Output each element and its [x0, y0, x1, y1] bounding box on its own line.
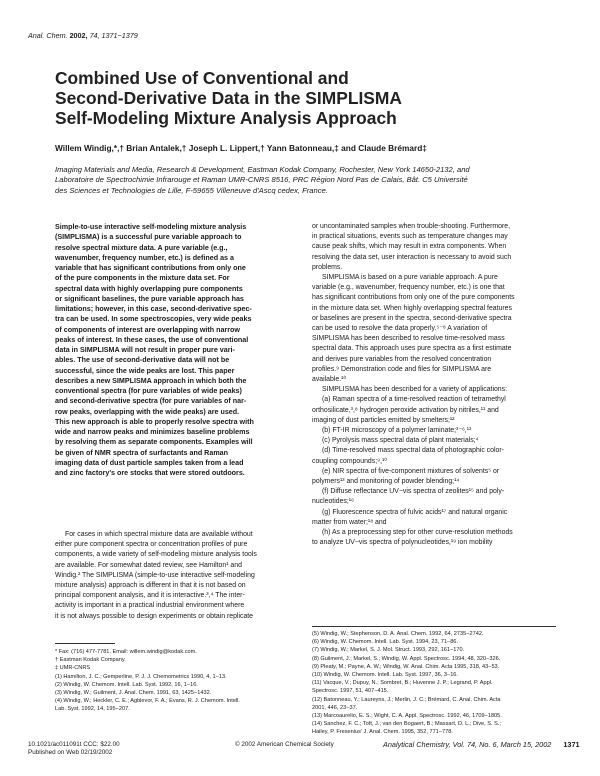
body-line: (f) Diffuse reflectance UV−vis spectra of zeolites¹⁵ and poly-	[322, 488, 505, 496]
abstract-line: tra can be used. In some spectroscopies, very wide peaks	[55, 315, 252, 324]
copyright: © 2002 American Chemical Society	[235, 741, 334, 748]
right-footnotes	[312, 630, 556, 737]
body-line: can be used to resolve the data properly.⁵⁻⁸ A variation of	[312, 325, 488, 333]
right-column-body	[312, 222, 556, 549]
footnote: (8) Guilment, J.; Markel, S.; Windig, W. Appl. Spectrosc. 1994, 48, 320−326.	[312, 655, 501, 662]
published-date: Published on Web 02/19/2002	[28, 749, 113, 757]
body-line: SIMPLISMA is based on a pure variable approach. A pure	[322, 274, 498, 282]
body-line: SIMPLISMA has been described to resolve time-resolved mass	[312, 335, 505, 343]
body-line: (c) Pyrolysis mass spectral data of plant materials;⁴	[322, 437, 479, 445]
body-line: Windig.² The SIMPLISMA (simple-to-use interactive self-modeling	[55, 571, 255, 579]
abstract-line: resolve spectral mixture data. A pure variable (e.g.,	[55, 243, 228, 252]
body-line: are available. For somewhat dated review, see Hamilton¹ and	[55, 561, 242, 569]
abstract-line: Simple-to-use interactive self-modeling mixture analysis	[55, 223, 247, 231]
affiliation-line: Laboratoire de Spectrochimie Infrarouge et Raman UMR-CNRS 8516, PRC Région Nord Pas de Calais, Bât. C5 Université	[55, 175, 468, 185]
journal-citation	[28, 31, 138, 40]
abstract-line: of the pure components in the mixture data set. For	[55, 274, 230, 283]
doi: 10.1021/ac011091t CCC: $22.00	[28, 741, 120, 748]
footnote: (2) Windig, W. Chemom. Intell. Lab. Syst. 1992, 16, 1−16.	[55, 681, 198, 688]
article-title	[55, 68, 535, 128]
abstract	[55, 222, 299, 478]
body-line: activity is important in a practical industrial environment where	[55, 602, 245, 610]
journal-issue: Analytical Chemistry, Vol. 74, No. 6, March 15, 2002	[383, 740, 552, 749]
body-line: spectral data. This approach uses pure spectra as a first estimate	[312, 345, 512, 353]
footnote: (11) Vacque, V.; Dupuy, N.; Sombret, B.; Huvenne J. P.; Legrand, P. Appl.	[312, 680, 493, 687]
body-line: imaging of dust particles emitted by smelters;¹²	[312, 416, 455, 424]
body-line: components, a wide variety of self-modeling mixture analysis tools	[55, 551, 257, 559]
body-line: mixture analysis) approach is different in that it is not based on	[55, 582, 246, 590]
title-line: Combined Use of Conventional and	[55, 68, 349, 88]
body-line: problems.	[312, 263, 343, 271]
page-number: 1371	[563, 740, 580, 749]
abstract-line: limitations; however, in this case, second-derivative spec-	[55, 305, 252, 313]
affiliations	[55, 165, 555, 196]
body-line: (b) FT-IR microscopy of a polymer laminate;³⁻⁶,¹³	[322, 427, 472, 435]
footnote: Hailey, P. Fresenius' J. Anal. Chem. 1995, 352, 771−778.	[312, 729, 453, 736]
author-list: Willem Windig,*,† Brian Antalek,† Joseph L. Lippert,† Yann Batonneau,‡ and Claude Brémard‡	[55, 143, 427, 153]
footnote: (12) Batonneau, Y.; Laureyns, J.; Merlin, J. C.; Brémard, C. Anal. Chim. Acta	[312, 696, 501, 703]
footnote: (9) Pleaty, M.; Payne, A. W.; Windig, W. Anal. Chim. Acta 1995, 318, 43−53.	[312, 663, 500, 670]
footnote: (6) Windig, W. Chemom. Intell. Lab. Syst. 1994, 23, 71−86.	[312, 639, 458, 646]
abstract-line: imaging data of dust particle samples taken from a lead	[55, 458, 244, 467]
body-line: profiles.⁹ Demonstration code and files for SIMPLISMA are	[312, 365, 492, 373]
footnote-rule	[55, 643, 115, 644]
title-line: Second-Derivative Data in the SIMPLISMA	[55, 88, 402, 108]
abstract-line: or significant baselines, the pure variable approach has	[55, 294, 244, 303]
journal-volume-pages: 74, 1371−1379	[89, 31, 138, 40]
footer-right	[383, 740, 580, 749]
abstract-line: and second-derivative spectra (for pure variables of nar-	[55, 397, 247, 406]
title-line: Self-Modeling Mixture Analysis Approach	[55, 108, 397, 128]
footer-left	[28, 741, 120, 758]
footnote: 2001, 446, 23−37.	[312, 704, 358, 711]
footnote: (5) Windig, W.; Stephenson, D. A. Anal. Chem. 1992, 64, 2735−2742.	[312, 631, 484, 637]
abstract-line: conventional spectra (for pure variables of wide peaks)	[55, 387, 242, 395]
abstract-line: This new approach is able to properly resolve spectra with	[55, 417, 254, 426]
abstract-line: data in SIMPLISMA will not result in proper pure vari-	[55, 346, 235, 354]
body-line: polymers¹³ and monitoring of powder blending;¹⁴	[312, 478, 460, 486]
footnote: * Fax: (716) 477-7781. Email: willem.windig@kodak.com.	[55, 649, 197, 655]
body-line: For cases in which spectral mixture data are available without	[65, 531, 253, 538]
body-line: nucleotides;¹⁶	[312, 498, 354, 506]
body-line: principal component analysis, and it is interactive.³,⁴ The inter-	[55, 592, 245, 600]
left-footnotes	[55, 648, 299, 714]
body-line: variable (e.g., wavenumber, frequency number, etc.) is one that	[312, 284, 505, 292]
abstract-line: peaks of interest. In these cases, the use of conventional	[55, 335, 249, 344]
body-line: and derives pure variables from the resolved concentration	[312, 355, 492, 363]
abstract-line: be given of NMR spectra of surfactants and Raman	[55, 448, 228, 457]
body-line: has significant contributions from only one of the pure components	[312, 294, 515, 302]
body-line: (e) NIR spectra of five-component mixtures of solvents⁵ or	[322, 467, 500, 475]
affiliation-line: Imaging Materials and Media, Research & Development, Eastman Kodak Company, Rochester, New York 14650-2132, and	[55, 165, 470, 174]
footnote: Spectrosc. 1997, 51, 407−415.	[312, 688, 389, 695]
abstract-line: row peaks, overlapping with the wide peaks) are used.	[55, 407, 240, 416]
body-line: to analyze UV−vis spectra of polynucleotides,¹⁹ ion mobility	[312, 539, 493, 547]
abstract-line: ables. The use of second-derivative data will not be	[55, 356, 230, 365]
body-line: matter from water;¹⁸ and	[312, 518, 387, 526]
body-line: either pure component spectra or concentration profiles of pure	[55, 541, 248, 549]
footnote: (7) Windig, W.; Markel, S. J. Mol. Struct. 1993, 292, 161−170.	[312, 647, 465, 654]
abstract-line: describes a new SIMPLISMA approach in which both the	[55, 376, 247, 385]
body-line: SIMPLISMA has been described for a variety of applications:	[322, 386, 507, 394]
body-line: coupling compounds;⁹,¹⁰	[312, 457, 388, 465]
footnote-rule	[312, 626, 556, 627]
abstract-line: (SIMPLISMA) is a successful pure variable approach to	[55, 233, 242, 242]
body-line: (g) Fluorescence spectra of fulvic acids¹⁷ and natural organic	[322, 508, 508, 516]
body-line: available.¹⁰	[312, 376, 347, 384]
journal-name: Anal. Chem.	[28, 31, 68, 40]
affiliation-line: des Sciences et Technologies de Lille, F-59655 Villeneuve d'Ascq cedex, France.	[55, 185, 328, 195]
abstract-line: wide and narrow peaks and minimizes baseline problems	[55, 428, 250, 436]
abstract-line: successful, since the wide peaks are lost. This paper	[55, 366, 235, 375]
footnote: (10) Windig, W. Chemom. Intell. Lab. Syst. 1997, 36, 3−16.	[312, 672, 458, 679]
footnote: (14) Sanchez, F. C.; Toft, J.; van den Bogaert, B.; Massart, D. L.; Dive, S. S.;	[312, 721, 501, 728]
body-line: cause peak shifts, which may result in extra components. When	[312, 243, 507, 251]
body-line: (d) Time-resolved mass spectral data of photographic color-	[322, 447, 504, 455]
footnote: (1) Hamilton, J. C.; Gemperline, P. J. J. Chemometrics 1990, 4, 1−13.	[55, 673, 227, 680]
left-column-body	[55, 530, 299, 622]
body-line: it is not always possible to design experiments or obtain replicate	[55, 612, 254, 620]
footnote: (3) Windig, W.; Guilment, J. Anal. Chem. 1991, 63, 1425−1432.	[55, 690, 212, 697]
footnote: ‡ UMR-CNRS	[55, 665, 91, 672]
body-line: resolving the data set, user interaction is necessary to avoid such	[312, 253, 512, 261]
abstract-line: spectral data with highly overlapping pure components	[55, 284, 243, 293]
abstract-line: of components of interest are overlapping with narrow	[55, 325, 240, 334]
journal-year: 2002,	[69, 31, 88, 40]
footnote: (4) Windig, W.; Heckler, C. E.; Agblevor, F. A.; Evans, R. J. Chemom. Intell.	[55, 698, 240, 705]
body-line: (h) As a preprocessing step for other curve-resolution methods	[322, 529, 513, 537]
footnote: (13) Marcoaurelio, E. S.; Wight, C. A. Appl. Spectrosc. 1992, 46, 1709−1805.	[312, 713, 502, 720]
abstract-line: wavenumber, frequency number, etc.) is defined as a	[55, 253, 234, 262]
footnote: † Eastman Kodak Company.	[55, 657, 126, 664]
body-line: in the mixture data set. When highly overlapping spectral features	[312, 304, 512, 312]
body-line: (a) Raman spectra of a time-resolved reaction of tetramethyl	[322, 396, 506, 404]
body-line: or uncontaminated samples when trouble-shooting. Furthermore,	[312, 223, 511, 230]
body-line: in practical situations, events such as temperature changes may	[312, 233, 508, 241]
body-line: orthosilicate,³,⁸ hydrogen peroxide activation by nitriles,¹¹ and	[312, 406, 499, 414]
footnote: Lab. Syst. 1992, 14, 195−207.	[55, 706, 130, 713]
body-line: or baselines are present in the spectra, second-derivative spectra	[312, 314, 512, 322]
abstract-line: variable that has significant contributions from only one	[55, 264, 246, 272]
abstract-line: and zinc factory's ore stocks that were stored outdoors.	[55, 469, 245, 477]
abstract-line: by resolving them as separate components. Examples will	[55, 438, 253, 447]
